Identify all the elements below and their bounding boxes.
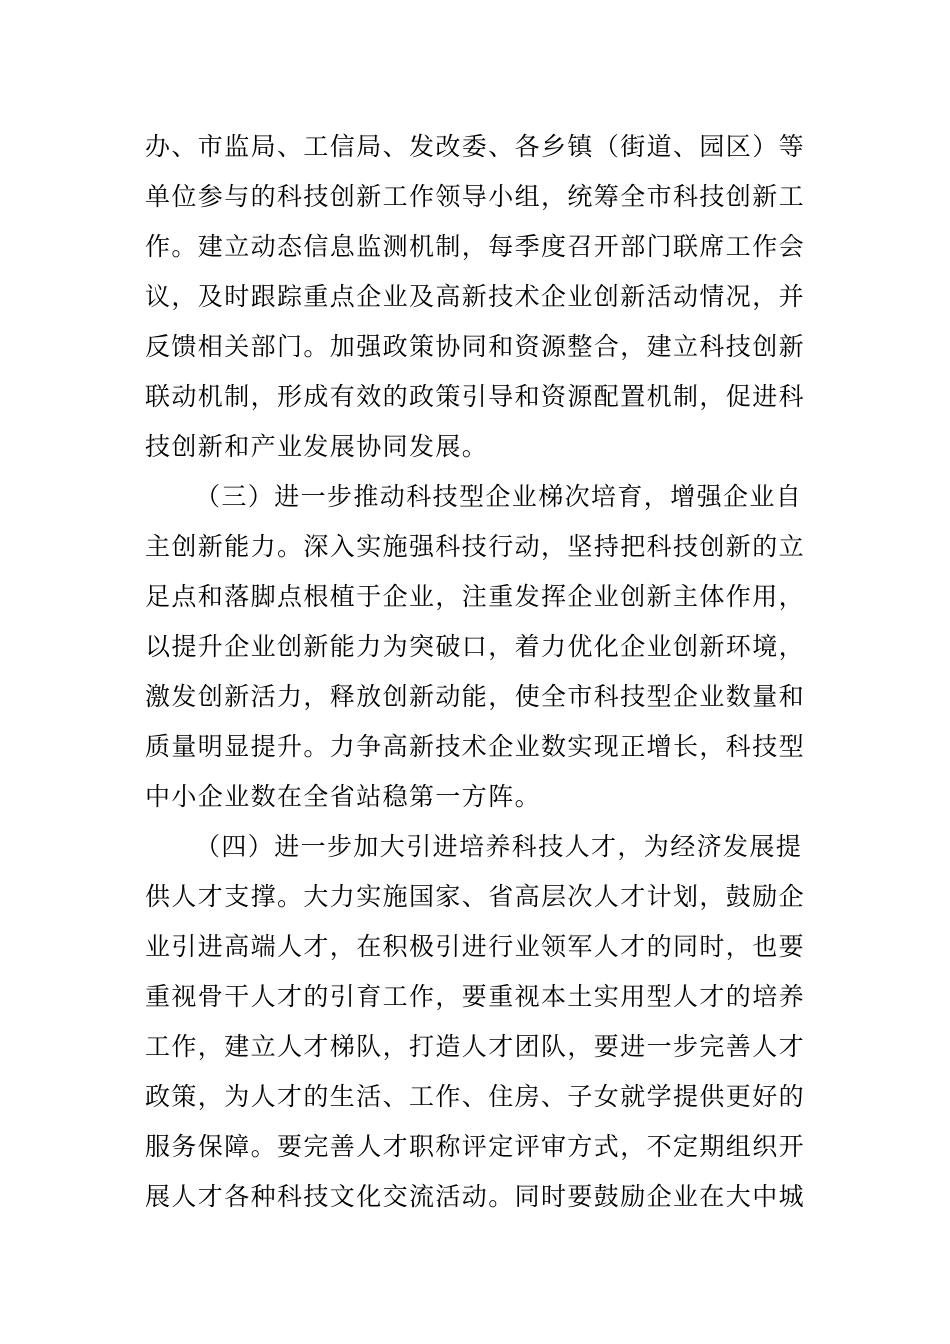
text-line: 足点和落脚点根植于企业，注重发挥企业创新主体作用， — [145, 582, 806, 611]
paragraph-heading-four: （四）进一步加大引进培养科技人才，为经济发展提 — [195, 832, 803, 861]
text-line: 单位参与的科技创新工作领导小组，统筹全市科技创新工 — [145, 182, 806, 211]
text-line: 联动机制，形成有效的政策引导和资源配置机制，促进科 — [145, 382, 806, 411]
text-line: 重视骨干人才的引育工作，要重视本土实用型人才的培养 — [145, 982, 806, 1011]
text-line: 政策，为人才的生活、工作、住房、子女就学提供更好的 — [145, 1082, 806, 1111]
text-line: 供人才支撑。大力实施国家、省高层次人才计划，鼓励企 — [145, 882, 806, 911]
text-line: 反馈相关部门。加强政策协同和资源整合，建立科技创新 — [145, 332, 806, 361]
text-line: 主创新能力。深入实施强科技行动，坚持把科技创新的立 — [145, 532, 806, 561]
text-line: 激发创新活力，释放创新动能，使全市科技型企业数量和 — [145, 682, 806, 711]
text-line: 展人才各种科技文化交流活动。同时要鼓励企业在大中城 — [145, 1182, 806, 1211]
paragraph-heading-three: （三）进一步推动科技型企业梯次培育，增强企业自 — [195, 482, 803, 511]
text-line: 工作，建立人才梯队，打造人才团队，要进一步完善人才 — [145, 1032, 806, 1061]
text-line: 服务保障。要完善人才职称评定评审方式，不定期组织开 — [145, 1132, 806, 1161]
text-line: 质量明显提升。力争高新技术企业数实现正增长，科技型 — [145, 732, 806, 761]
text-line: 以提升企业创新能力为突破口，着力优化企业创新环境， — [145, 632, 806, 661]
text-line: 业引进高端人才，在积极引进行业领军人才的同时，也要 — [145, 932, 806, 961]
text-line: 中小企业数在全省站稳第一方阵。 — [145, 782, 542, 811]
text-line: 作。建立动态信息监测机制，每季度召开部门联席工作会 — [145, 232, 806, 261]
text-line: 议，及时跟踪重点企业及高新技术企业创新活动情况，并 — [145, 282, 806, 311]
text-line: 办、市监局、工信局、发改委、各乡镇（街道、园区）等 — [145, 132, 806, 161]
text-line: 技创新和产业发展协同发展。 — [145, 432, 489, 461]
